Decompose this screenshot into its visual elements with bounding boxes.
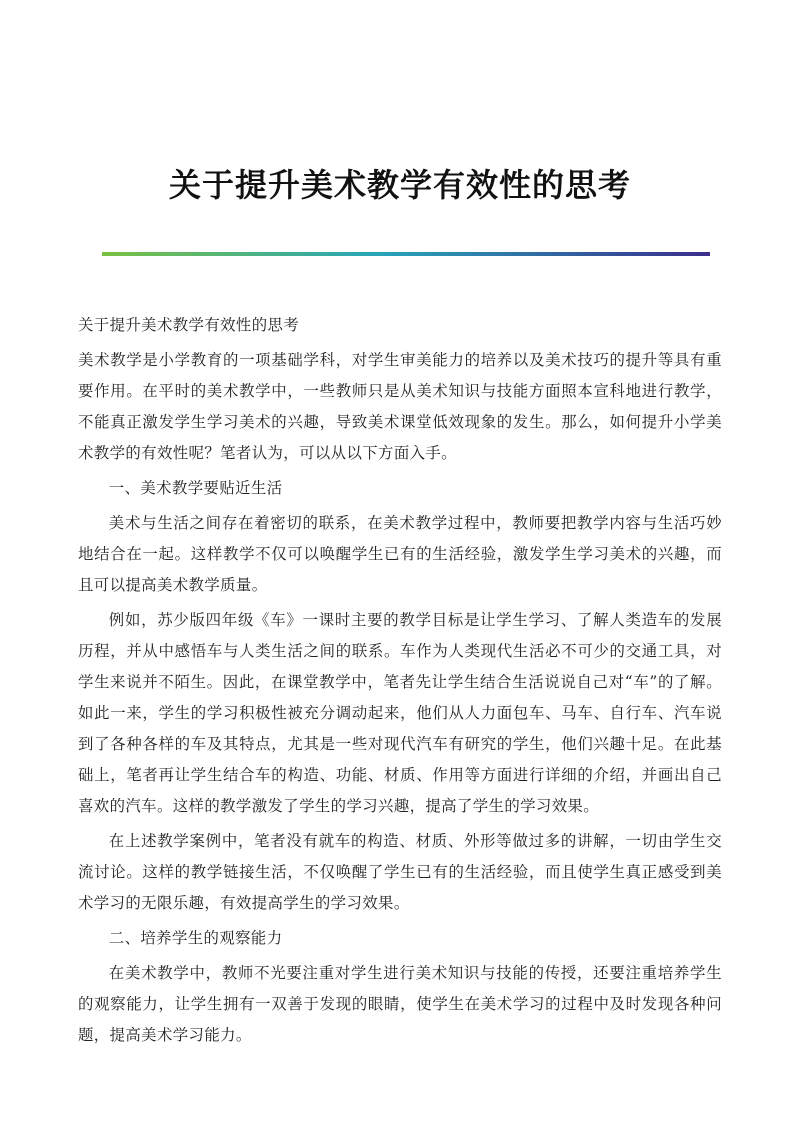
body-paragraph: 例如，苏少版四年级《车》一课时主要的教学目标是让学生学习、了解人类造车的发展历程，并从中感悟车与人类生活之间的联系。车作为人类现代生活必不可少的交通工具，对学生来说并不陌生。因此，在课堂教学中，笔者先让学生结合生活说说自己对“车”的了解。如此一来，学生的学习积极性被充分调动起来，他们从人力面包车、马车、自行车、汽车说到了各种各样的车及其特点，尤其是一些对现代汽车有研究的学生，他们兴趣十足。在此基础上，笔者再让学生结合车的构造、功能、材质、作用等方面进行详细的介绍，并画出自己喜欢的汽车。这样的教学激发了学生的学习兴趣，提高了学生的学习效果。 — [78, 611, 722, 815]
body-paragraph: 美术与生活之间存在着密切的联系，在美术教学过程中，教师要把教学内容与生活巧妙地结合在一起。这样教学不仅可以唤醒学生已有的生活经验，激发学生学习美术的兴趣，而且可以提高美术教学质量。 — [78, 514, 722, 594]
body-paragraph: 在上述教学案例中，笔者没有就车的构造、材质、外形等做过多的讲解，一切由学生交流讨论。这样的教学链接生活，不仅唤醒了学生已有的生活经验，而且使学生真正感受到美术学习的无限乐趣，有效提高学生的学习效果。 — [78, 832, 722, 912]
doc-heading-repeat: 关于提升美术教学有效性的思考 — [78, 316, 300, 334]
document-body — [78, 310, 722, 1055]
section-heading-1: 一、美术教学要贴近生活 — [108, 479, 283, 497]
body-paragraph: 在美术教学中，教师不光要注重对学生进行美术知识与技能的传授，还要注重培养学生的观察能力，让学生拥有一双善于发现的眼睛，使学生在美术学习的过程中及时发现各种问题，提高美术学习能力。 — [78, 964, 722, 1044]
title-divider — [102, 252, 710, 256]
page-title: 关于提升美术教学有效性的思考 — [168, 166, 631, 204]
section-heading-2: 二、培养学生的观察能力 — [108, 929, 283, 947]
intro-paragraph: 美术教学是小学教育的一项基础学科，对学生审美能力的培养以及美术技巧的提升等具有重要作用。在平时的美术教学中，一些教师只是从美术知识与技能方面照本宣科地进行教学，不能真正激发学生学习美术的兴趣，导致美术课堂低效现象的发生。那么，如何提升小学美术教学的有效性呢？笔者认为，可以从以下方面入手。 — [78, 351, 722, 462]
